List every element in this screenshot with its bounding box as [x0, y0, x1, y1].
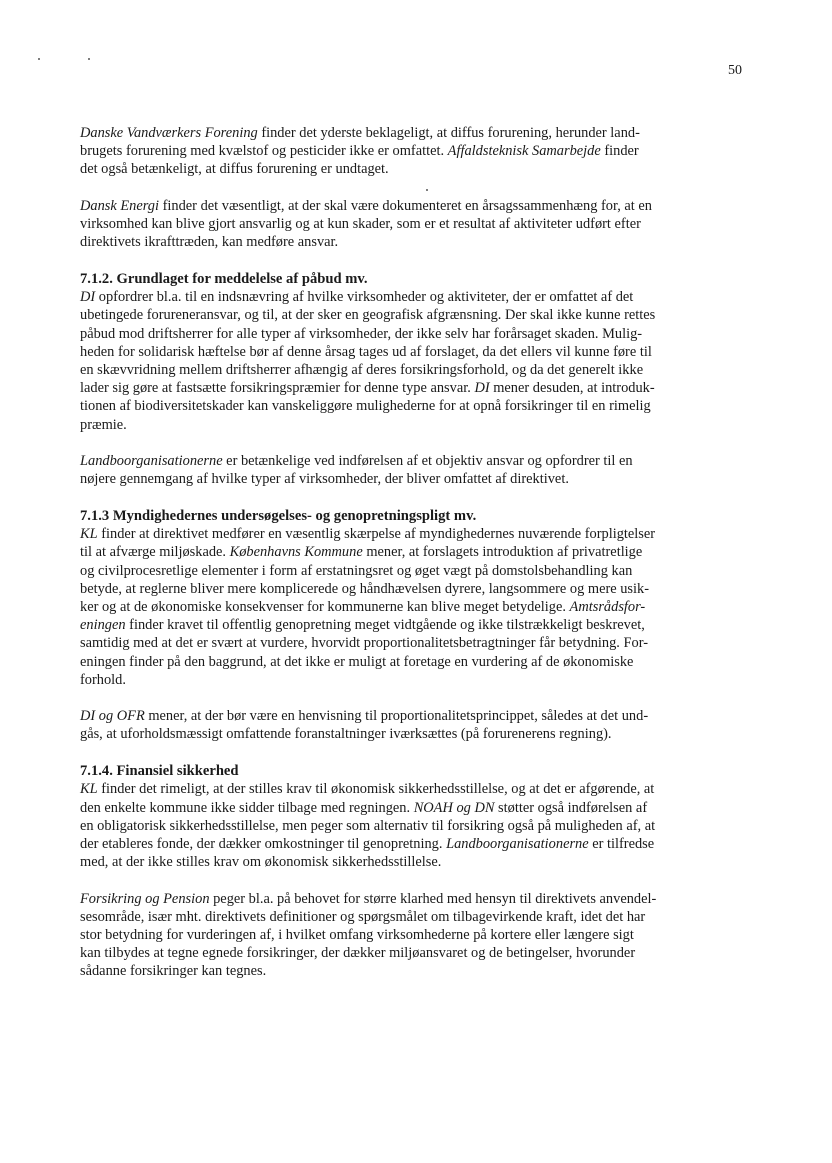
- italic-name: Affaldsteknisk Samarbejde: [447, 143, 601, 160]
- text-run: betyde, at reglerne bliver mere komplicerede og håndhævelsen dyrere, langsommere og mere usik-: [80, 580, 650, 597]
- text-run: ubetingede forureneransvar, og til, at der sker en geografisk afgrænsning. Der skal ikke kunne rettes: [80, 307, 656, 324]
- text-line: [80, 124, 755, 142]
- text-run: mener, at forslagets introduktion af privatretlige: [362, 544, 643, 561]
- text-run: det også betænkeligt, at diffus forurening er undtaget.: [80, 161, 389, 178]
- text-line: [80, 634, 755, 652]
- text-run: mener desuden, at introduk-: [489, 380, 655, 397]
- text-run: påbud mod driftsherrer for alle typer af virksomheder, der ikke selv har forårsaget skaden. Mulig-: [80, 325, 643, 342]
- text-run: samtidig med at det er svært at vurdere, hvorvidt proportionalitetsbetragtninger får betydning. For-: [80, 635, 648, 652]
- italic-name: NOAH og DN: [413, 799, 495, 816]
- paragraph-di-ofr: [80, 707, 755, 743]
- text-line: [80, 525, 755, 543]
- text-run: og civilprocesretlige elementer i form af erstatningsret og øget vægt på domstolsbehandling kan: [80, 562, 633, 579]
- text-run: virksomhed kan blive gjort ansvarlig og at kun skader, som er et resultat af aktiviteter udført efter: [80, 215, 641, 232]
- text-run: eningen finder på den baggrund, at det ikke er muligt at foretage en vurdering af de økonomiske: [80, 653, 634, 670]
- text-line: [80, 835, 755, 853]
- scan-speck: [88, 58, 90, 60]
- text-line: [80, 361, 755, 379]
- text-line: [80, 470, 755, 488]
- text-line: [80, 598, 755, 616]
- text-run: kan tilbydes at tegne egnede forsikringer, der dækker miljøansvaret og de betingelser, hvorunder: [80, 945, 636, 962]
- text-run: den enkelte kommune ikke sidder tilbage med regningen.: [80, 799, 414, 816]
- text-line: [80, 580, 755, 598]
- text-line: [80, 160, 755, 178]
- text-run: er tilfredse: [588, 836, 655, 853]
- text-line: [80, 325, 755, 343]
- text-run: til at afværge miljøskade.: [80, 544, 230, 561]
- text-run: finder det væsentligt, at der skal være dokumenteret en årsagssammenhæng for, at en: [159, 197, 652, 214]
- text-run: finder kravet til offentlig genopretning meget vidtgående og ikke tilstrækkeligt beskrevet,: [125, 617, 645, 634]
- italic-name: DI: [474, 380, 490, 397]
- text-line: [80, 653, 755, 671]
- italic-name: Amtsrådsfor-: [569, 599, 646, 616]
- document-body: [80, 124, 755, 981]
- text-run: sesområde, især mht. direktivets definitioner og spørgsmålet om tilbagevirkende kraft, idet det har: [80, 908, 646, 925]
- text-line: [80, 780, 755, 798]
- text-line: [80, 452, 755, 470]
- text-line: [80, 799, 755, 817]
- text-run: forhold.: [80, 671, 126, 688]
- text-run: en obligatorisk sikkerhedsstillelse, men peger som alternativ til forsikring også på muligheden af, at: [80, 817, 656, 834]
- text-run: finder at direktivet medfører en væsentlig skærpelse af myndighedernes nuværende forpligtelser: [97, 526, 656, 543]
- scan-speck: [38, 58, 40, 60]
- text-line: [80, 562, 755, 580]
- section-heading-7-1-2: 7.1.2. Grundlaget for meddelelse af påbud mv.: [80, 271, 368, 288]
- text-run: opfordrer bl.a. til en indsnævring af hvilke virksomheder og aktiviteter, der er omfattet af det: [95, 289, 634, 306]
- text-run: ker og at de økonomiske konsekvenser for kommunerne kan blive meget betydelige.: [80, 599, 570, 616]
- italic-name: Landboorganisationerne: [80, 452, 223, 469]
- paragraph-dansk-energi: [80, 197, 755, 252]
- text-line: [80, 233, 755, 251]
- text-run: med, at der ikke stilles krav om økonomisk sikkerhedsstillelse.: [80, 854, 442, 871]
- text-run: tionen af biodiversitetskader kan vanskeliggøre mulighederne for at opnå forsikringer til en rimelig: [80, 398, 651, 415]
- text-line: [80, 671, 755, 689]
- text-line: [80, 397, 755, 415]
- italic-name: Landboorganisationerne: [446, 836, 589, 853]
- text-line: [80, 197, 755, 215]
- text-run: peger bl.a. på behovet for større klarhed med hensyn til direktivets anvendel-: [209, 890, 657, 907]
- italic-name: Forsikring og Pension: [80, 890, 210, 907]
- text-run: støtter også indførelsen af: [494, 799, 648, 816]
- text-line: [80, 288, 755, 306]
- italic-name: eningen: [80, 617, 126, 634]
- text-run: gås, at uforholdsmæssigt omfattende foranstaltninger iværksættes (på forurenerens regning).: [80, 726, 612, 743]
- italic-name: Dansk Energi: [80, 197, 160, 214]
- text-line: [80, 343, 755, 361]
- text-run: direktivets ikrafttræden, kan medføre ansvar.: [80, 234, 339, 251]
- text-run: en skævvridning mellem driftsherrer afhængig af deres forsikringsforhold, og da det generelt ikke: [80, 362, 644, 379]
- italic-name: Danske Vandværkers Forening: [80, 125, 258, 141]
- text-run: lader sig gøre at fastsætte forsikringspræmier for denne type ansvar.: [80, 380, 475, 397]
- text-line: [80, 725, 755, 743]
- text-run: finder det rimeligt, at der stilles krav til økonomisk sikkerhedsstillelse, og at det er afgørende, at: [97, 781, 655, 798]
- text-line: [80, 142, 755, 160]
- italic-name: KL: [80, 526, 98, 543]
- text-line: [80, 416, 755, 434]
- text-run: finder: [600, 143, 639, 160]
- text-line: [80, 616, 755, 634]
- italic-name: DI: [80, 289, 96, 306]
- text-run: heden for solidarisk hæftelse bør af denne årsag tages ud af forslaget, da det ellers vil kunne føre til: [80, 343, 652, 360]
- text-line: [80, 926, 755, 944]
- text-line: [80, 306, 755, 324]
- text-run: præmie.: [80, 416, 127, 433]
- text-run: er betænkelige ved indførelsen af et objektiv ansvar og opfordrer til en: [222, 452, 633, 469]
- text-run: nøjere gennemgang af hvilke typer af virksomheder, der bliver omfattet af direktivet.: [80, 471, 569, 488]
- text-line: [80, 908, 755, 926]
- italic-name: Københavns Kommune: [229, 544, 363, 561]
- paragraph-forsikring-pension: [80, 890, 755, 981]
- text-line: [80, 962, 755, 980]
- italic-name: DI og OFR: [80, 708, 145, 725]
- text-line: [80, 707, 755, 725]
- italic-name: KL: [80, 781, 98, 798]
- text-line: [80, 379, 755, 397]
- text-run: stor betydning for vurderingen af, i hvilket omfang virksomhederne på kortere eller længere sigt: [80, 926, 634, 943]
- text-line: [80, 890, 755, 908]
- section-heading-7-1-3: 7.1.3 Myndighedernes undersøgelses- og genopretningspligt mv.: [80, 508, 477, 525]
- section-heading-7-1-4: 7.1.4. Finansiel sikkerhed: [80, 763, 239, 780]
- text-run: brugets forurening med kvælstof og pesticider ikke er omfattet.: [80, 143, 448, 160]
- paragraph-landboorganisationerne: [80, 452, 755, 488]
- paragraph-di-paabud: [80, 288, 755, 434]
- text-line: [80, 817, 755, 835]
- text-run: der etableres fonde, der dækker omkostninger til genopretning.: [80, 836, 447, 853]
- text-run: sådanne forsikringer kan tegnes.: [80, 963, 267, 980]
- page-number: 50: [728, 63, 742, 78]
- text-line: [80, 215, 755, 233]
- text-run: mener, at der bør være en henvisning til proportionalitetsprincippet, således at det und-: [144, 708, 649, 725]
- paragraph-kl-myndigheder: [80, 525, 755, 689]
- text-line: [80, 944, 755, 962]
- paragraph-kl-finansiel: [80, 780, 755, 871]
- paragraph-danske-vandvaerkers: [80, 124, 755, 179]
- text-run: finder det yderste beklageligt, at diffus forurening, herunder land-: [257, 125, 640, 141]
- text-line: [80, 853, 755, 871]
- text-line: [80, 543, 755, 561]
